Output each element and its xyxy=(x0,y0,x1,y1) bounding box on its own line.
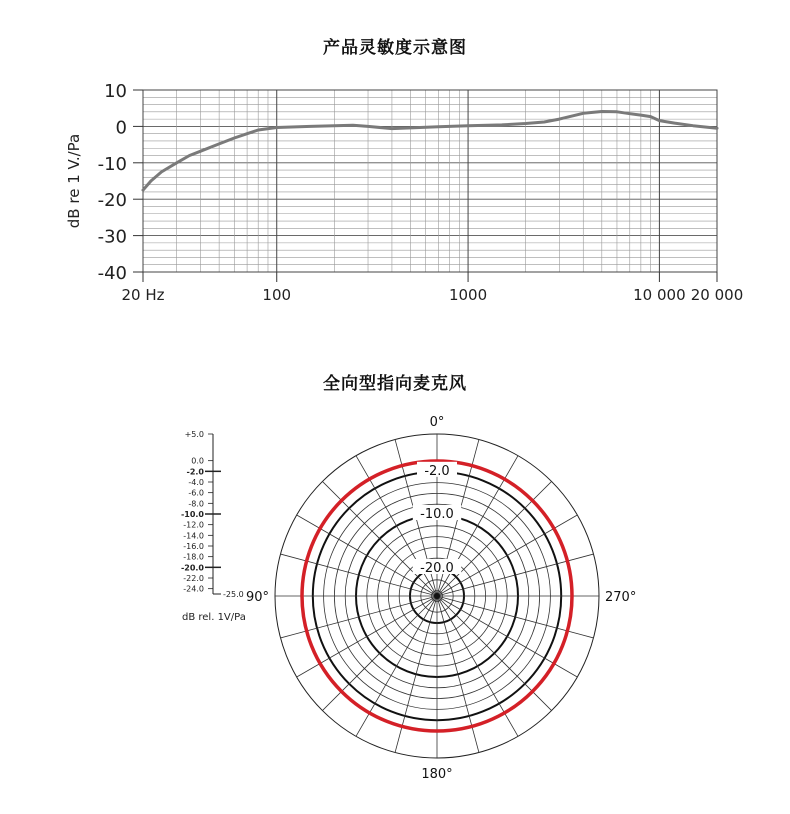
scale-bar-label: -25.0 xyxy=(223,590,244,599)
scale-bar-label: -4.0 xyxy=(188,478,204,487)
scale-bar-label: -2.0 xyxy=(186,467,204,477)
x-tick-label: 1000 xyxy=(448,286,488,304)
scale-bar-label: -16.0 xyxy=(183,542,204,551)
scale-bar-label: -22.0 xyxy=(183,574,204,583)
frequency-chart-title: 产品灵敏度示意图 xyxy=(323,38,467,58)
polar-spoke xyxy=(297,596,437,677)
y-tick-label: 10 xyxy=(104,81,127,102)
y-tick-label: -40 xyxy=(97,263,127,284)
scale-bar-label: -10.0 xyxy=(180,510,204,519)
polar-spoke xyxy=(437,515,577,596)
polar-spoke xyxy=(437,596,518,736)
scale-bar-label: -14.0 xyxy=(183,531,204,541)
y-axis-label: dB re 1 V./Pa xyxy=(65,133,83,229)
x-tick-label: 20 000 xyxy=(690,286,744,304)
scale-bar-label: 0.0 xyxy=(191,456,204,466)
x-tick-label: 10 000 xyxy=(633,286,686,304)
polar-spoke xyxy=(437,596,577,677)
polar-scale-label: -2.0 xyxy=(424,463,450,479)
scale-bar-label: -12.0 xyxy=(183,520,204,530)
scale-bar-label: -24.0 xyxy=(183,584,204,594)
y-tick-label: -20 xyxy=(97,190,127,212)
scale-bar-label: +5.0 xyxy=(184,430,204,439)
polar-chart-title: 全向型指向麦克风 xyxy=(323,374,467,394)
x-tick-label: 100 xyxy=(262,286,292,304)
y-tick-label: -30 xyxy=(97,226,127,248)
polar-angle-label: 180° xyxy=(421,767,453,782)
scale-bar-label: -6.0 xyxy=(188,488,204,498)
scale-bar-label: -8.0 xyxy=(188,499,204,509)
scale-bar-label: -20.0 xyxy=(180,563,204,573)
polar-scale-label: -10.0 xyxy=(420,507,454,522)
scale-unit-label: dB rel. 1V/Pa xyxy=(182,612,246,623)
polar-angle-label: 270° xyxy=(605,590,637,605)
polar-center-dot xyxy=(434,593,440,599)
polar-scale-label: -20.0 xyxy=(420,561,454,576)
y-tick-label: -10 xyxy=(97,153,127,175)
polar-angle-label: 0° xyxy=(429,415,445,430)
x-tick-label: 20 Hz xyxy=(121,286,165,304)
y-tick-label: 0 xyxy=(115,117,127,139)
polar-spoke xyxy=(297,515,437,596)
polar-spoke xyxy=(356,596,437,736)
polar-angle-label: 90° xyxy=(245,590,269,605)
scale-bar-label: -18.0 xyxy=(183,552,204,562)
